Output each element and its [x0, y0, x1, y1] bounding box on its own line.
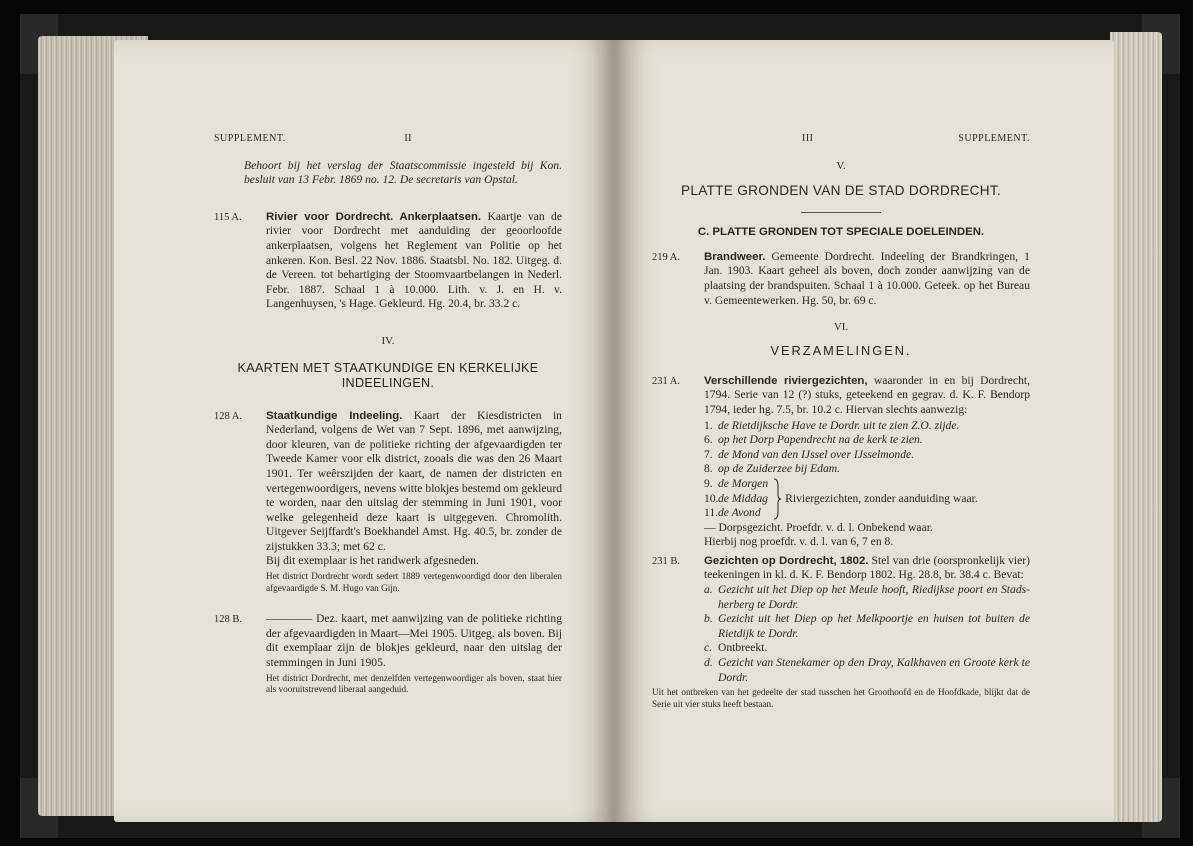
entry-number: 128 B. — [214, 614, 243, 626]
list-item: b. Gezicht uit het Diep op het Melkpoortje en huisen tot buiten de Rietdijk te Dordr. — [704, 612, 1030, 640]
entry-dash: ———— — [266, 612, 313, 626]
entry-number: 115 A. — [214, 211, 242, 223]
book — [20, 14, 1180, 838]
entry-number: 128 A. — [214, 410, 243, 422]
entry-title: Staatkundige Indeeling. — [266, 409, 403, 422]
running-head-right — [652, 132, 1030, 147]
entry-text: waaronder in en bij Dordrecht, 1794. Serie van 12 (?) stuks, geteekend en gegrav. d. K. F. Bendorp 1794, ieder hg. 7.5, br. 10.2 c. Hiervan slechts aanwezig: — [704, 373, 1030, 416]
list-item: 9. de Morgen — [704, 476, 769, 490]
entry-title: Verschillende riviergezichten, — [704, 374, 868, 387]
entry-text: Gemeente Dordrecht. Indeeling der Brandkringen, 1 Jan. 1903. Kaart geheel als boven, doch zonder aanwijzing van de plaatsing der brandspuiten. Schaal 1 à 10.000. Geteek. op het Bureau v. Gemeentewerken. Hg. 50, br. 69 c. — [704, 249, 1030, 307]
brace-icon — [772, 478, 782, 520]
entry-remark: Bij dit exemplaar is het randwerk afgesneden. — [266, 554, 479, 568]
brace-group — [704, 477, 1030, 521]
entry-115a — [214, 210, 562, 312]
subsection-heading-c: C. PLATTE GRONDEN TOT SPECIALE DOELEINDEN. — [697, 226, 985, 239]
entry-number: 219 A. — [652, 251, 681, 263]
section-heading-vi: VERZAMELINGEN. — [770, 342, 912, 358]
section-number-v: V. — [836, 159, 846, 172]
entry-number: 231 B. — [652, 555, 681, 567]
proof-note: Hierbij nog proefdr. v. d. l. van 6, 7 en 8. — [704, 535, 894, 549]
entry-title: Rivier voor Dordrecht. Ankerplaatsen. — [266, 210, 482, 223]
list-item: a. Gezicht uit het Diep op het Meule hooft, Riedijkse poort en Stads-herberg te Dordr. — [704, 583, 1030, 611]
right-page-content — [652, 132, 1030, 710]
running-head-left — [214, 132, 562, 147]
left-page-content — [214, 132, 562, 696]
entry-128b — [214, 612, 562, 696]
entry-text: Kaart der Kiesdistricten in Nederland, volgens de Wet van 7 Sept. 1896, met aanwijzing, door kleuren, van de politieke richting der afgevaardigden ter Tweede Kamer voor elk district, zooals die was den 26 Maart 1901. Ter weêrszijden der kaart, de namen der districten en vertegenwoordigers, nevens witte blokjes bestemd om gekleurd te worden, naar den uitslag der stemming in Juni 1901, voor welke gelegenheid deze kaart is uitgegeven. Chromolith. Uitgever Seijffardt's Boekhandel Amst. Hg. 40.5, br. zonder de zijstukken 33.3; met 62 c. — [266, 408, 562, 553]
entry-231a — [652, 374, 1030, 550]
list-item: 7. de Mond van den IJssel over IJsselmonde. — [704, 447, 915, 461]
brace-caption: Riviergezichten, zonder aanduiding waar. — [785, 491, 978, 505]
list-item: d. Gezicht van Stenekamer op den Dray, Kalkhaven en Groote kerk te Dordr. — [704, 656, 1030, 684]
list-item: 8. op de Zuiderzee bij Edam. — [704, 462, 841, 476]
entry-128a — [214, 409, 562, 595]
running-head-title: SUPPLEMENT. — [958, 133, 1030, 144]
section-number-iv: IV. — [381, 334, 395, 347]
entry-number: 231 A. — [652, 375, 681, 387]
list-item: 11. de Avond — [704, 506, 761, 520]
drawing-list — [704, 583, 1030, 685]
dorpsgezicht-line: — Dorpsgezicht. Proefdr. v. d. l. Onbekend waar. — [704, 520, 933, 534]
entry-text: Dez. kaart, met aanwijzing van de politieke richting der afgevaardigden in Maart—Mei 1905. Uitgeg. als boven. Bij dit exemplaar zijn de blokjes gekleurd, naar den uitslag der stemmingen in Juni 1905. — [266, 612, 562, 670]
entry-footnote: Het district Dordrecht, met denzelfden vertegenwoordiger als boven, staat hier als vooruitstrevend liberaal aangeduid. — [266, 672, 562, 695]
list-item: 6. op het Dorp Papendrecht na de kerk te zien. — [704, 433, 923, 447]
entry-231b — [652, 554, 1030, 711]
page-number: III — [802, 133, 814, 144]
commission-note: Behoort bij het verslag der Staatscommissie ingesteld bij Kon. besluit van 13 Febr. 1869 no. 12. De secretaris van Opstal. — [244, 158, 562, 187]
list-item: c. Ontbreekt. — [704, 641, 768, 655]
section-rule — [801, 212, 881, 213]
entry-footnote: Het district Dordrecht wordt sedert 1889 vertegenwoordigd door den liberalen afgevaardigde S. M. Hugo van Gijn. — [266, 571, 562, 593]
entry-footnote: Uit het ontbreken van het gedeelte der stad tusschen het Groothoofd en de Hoofdkade, blijkt dat de Serie uit vier stuks heeft bestaan. — [652, 687, 1030, 709]
view-list — [704, 419, 1030, 550]
section-heading-iv: KAARTEN MET STAATKUNDIGE EN KERKELIJKE INDEELINGEN. — [237, 360, 539, 390]
section-heading-v: PLATTE GRONDEN VAN DE STAD DORDRECHT. — [680, 183, 1001, 199]
entry-text: Stel van drie (oorspronkelijk vier) teekeningen in kl. d. K. F. Bendorp 1802. Hg. 28.8, br. 38.4 c. Bevat: — [704, 553, 1030, 582]
page-edges-right — [1110, 32, 1162, 822]
entry-title: Brandweer. — [704, 250, 766, 263]
page-number: II — [404, 133, 412, 144]
running-head-title: SUPPLEMENT. — [214, 133, 286, 144]
list-item: 1. de Rietdijksche Have te Dordr. uit te zien Z.O. zijde. — [704, 418, 960, 432]
list-item: 10. de Middag — [704, 491, 768, 505]
left-page — [114, 40, 614, 822]
entry-title: Gezichten op Dordrecht, 1802. — [704, 554, 869, 567]
entry-219a — [652, 250, 1030, 308]
entry-text: Kaartje van de rivier voor Dordrecht met aanduiding der geoorloofde ankerplaatsen, volgens het Reglement van Politie op het ankeren. Kon. Besl. 22 Nov. 1886. Staatsbl. No. 182. Uitgeg. d. de Vereen. tot behartiging der Stoomvaartbelangen in Nederl. Febr. 1887. Schaal 1 à 10.000. Lith. v. J. en H. v. Langenhuysen, 's Hage. Gekleurd. Hg. 20.4, br. 33.2 c. — [266, 209, 563, 311]
section-number-vi: VI. — [833, 321, 849, 334]
right-page — [614, 40, 1114, 822]
